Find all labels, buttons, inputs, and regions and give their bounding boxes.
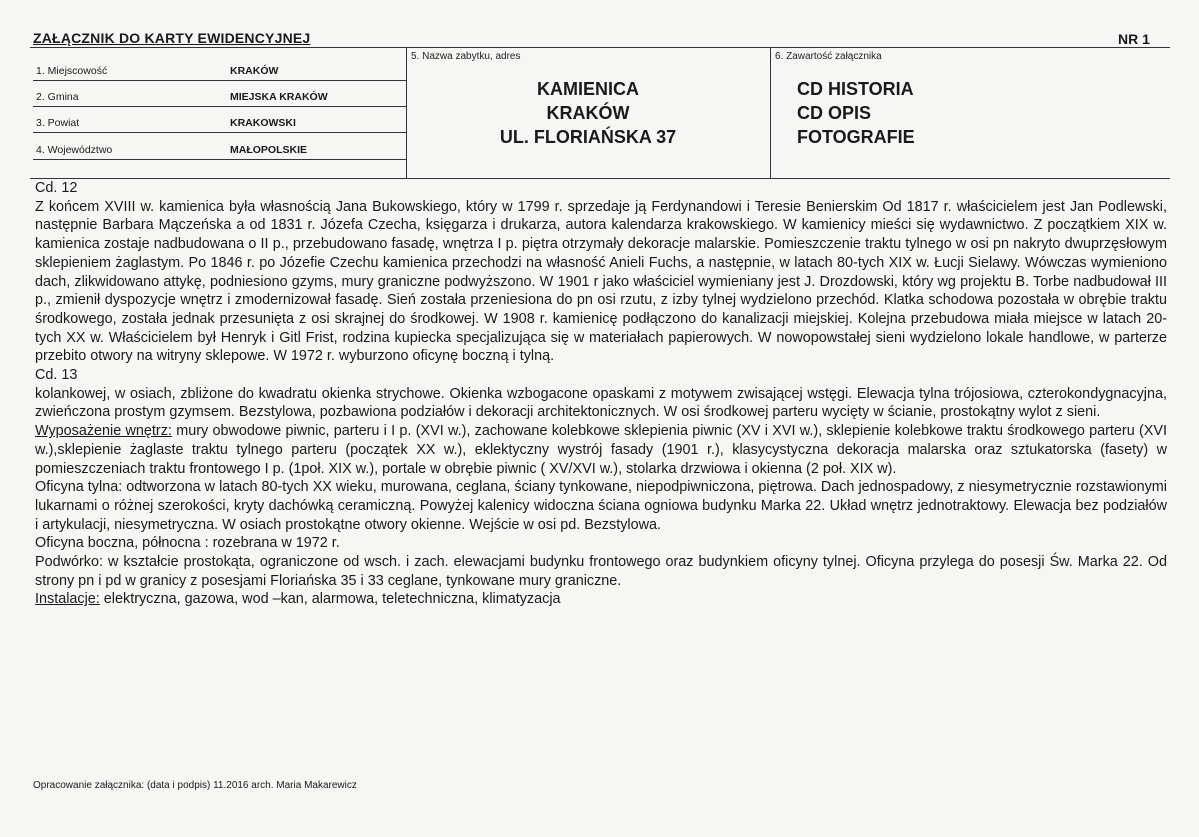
info-label: 4. Województwo (36, 144, 113, 156)
attachment-contents (797, 77, 915, 149)
installations-heading: Instalacje: (35, 591, 100, 608)
paragraph-elevation: kolankowej, w osiach, zbliżone do kwadratu okienka strychowe. Okienka wzbogacone opaskami z motywem zwisającej wstęgi. Elewacja tylna trójosiowa, czterokondygnacyjna, zwieńczona prostym gzymsem. Bezstylowa, pozbawiona podziałów i dekoracji architektonicznych. W osi środkowej parteru wycięty w ścianie, prostokątny wylot z sieni. (35, 385, 1167, 421)
attachment-line: CD OPIS (797, 103, 872, 123)
info-value: MAŁOPOLSKIE (230, 144, 308, 156)
info-row-wojewodztwo (33, 139, 406, 160)
installations-text: elektryczna, gazowa, wod –kan, alarmowa, teletechniczna, klimatyzacja (99, 591, 561, 608)
document-number: NR 1 (1118, 31, 1150, 47)
info-row-miejscowosc (33, 60, 406, 81)
info-label: 1. Miejscowość (36, 65, 108, 77)
paragraph-side-annex: Oficyna boczna, północna : rozebrana w 1972 r. (35, 535, 340, 552)
attachment-line: FOTOGRAFIE (797, 127, 915, 147)
interior-heading: Wyposażenie wnętrz: (35, 423, 172, 440)
paragraph-courtyard: Podwórko: w kształcie prostokąta, ograniczone od wsch. i zach. elewacjami budynku frontowego oraz budynkiem oficyny tylnej. Oficyna przylega do posesji Św. Marka 22. Od strony pn i pd w granicy z posesjami Floriańska 35 i 33 ceglane, tynkowane mury graniczne. (35, 554, 1167, 589)
info-label: 3. Powiat (36, 117, 80, 129)
monument-label: 5. Nazwa zabytku, adres (411, 51, 521, 62)
section-cd12: Cd. 12 (35, 180, 78, 196)
attachment-label: 6. Zawartość załącznika (775, 51, 882, 62)
monument-line: KRAKÓW (546, 103, 630, 123)
document-title: ZAŁĄCZNIK DO KARTY EWIDENCYJNEJ (33, 30, 311, 46)
info-label: 2. Gmina (36, 91, 79, 103)
description-body (35, 179, 1167, 609)
paragraph-interior (35, 422, 1167, 478)
footer-signature: Opracowanie załącznika: (data i podpis) 11.2016 arch. Maria Makarewicz (33, 780, 357, 791)
paragraph-rear-annex: Oficyna tylna: odtworzona w latach 80-tych XX wieku, murowana, ceglana, ściany tynkowane, niepodpiwniczona, piętrowa. Dach jednospadowy, z niesymetrycznie rozstawionymi lukarnami o różnej szerokości, kryty dachówką ceramiczną. Powyżej kalenicy widoczna ściana ogniowa budynku Marka 22. Układ wnętrz jednotraktowy. Elewacja bez podziałów i artykulacji, niesymetryczna. W osiach prostokątne otwory okienne. Wejście w osi pd. Bezstylowa. (35, 479, 1167, 533)
info-row-powiat (33, 112, 406, 133)
info-value: KRAKÓW (230, 65, 279, 77)
attachment-line: CD HISTORIA (797, 79, 914, 99)
info-value: KRAKOWSKI (230, 117, 296, 129)
header-divider (30, 47, 1170, 48)
monument-name (406, 77, 770, 149)
monument-line: KAMIENICA (537, 79, 639, 99)
section-cd13: Cd. 13 (35, 367, 78, 384)
interior-text: mury obwodowe piwnic, parteru i I p. (XVI w.), zachowane kolebkowe sklepienia piwnic (XV i XVI w.), sklepienie kolebkowe traktu środkowego parteru (XVI w.),sklepienie żaglaste traktu tylnego parteru (początek XX w.), eklektyczny wystrój fasady (1901 r.), klasycystyczna dekoracja malarska oraz sztukatorska (fasety) w pomieszczeniach traktu frontowego I p. (1poł. XIX w.), portale w obrębie piwnic ( XV/XVI w.), stolarka drzwiowa i okienna (2 poł. XIX w). (35, 423, 1167, 477)
info-row-gmina (33, 86, 406, 107)
info-value: MIEJSKA KRAKÓW (230, 91, 328, 103)
paragraph-installations (35, 590, 1167, 609)
paragraph-history: Z końcem XVIII w. kamienica była własnością Jana Bukowskiego, który w 1799 r. sprzedaje ją Ferdynandowi i Teresie Benierskim Od 1817 r. właścicielem jest Jan Podlewski, następnie Barbara Mączeńska a od 1831 r. Józefa Czecha, księgarza i drukarza, autora kalendarza krakowskiego. W kamienicy mieści się wydawnictwo. Z początkiem XIX w. kamienica zostaje nadbudowana o II p., przebudowano fasadę, wnętrza I p. piętra otrzymały dekoracje malarskie. Pomieszczenie traktu tylnego w osi pn nakryto dwuprzęsłowym sklepieniem żaglastym. Po 1846 r. po Józefie Czechu kamienica przechodzi na własność Anieli Fuchs, a następnie, w latach 80-tych XIX w. Łucji Sielawy. Wówczas wymieniono dach, zlikwidowano attykę, podniesiono gzyms, mury graniczne podwyższono. W 1901 r jako właściciel wymieniany jest J. Drozdowski, który wg projektu B. Torbe nadbudował III p., zmienił dyspozycje wnętrz i zmodernizował fasadę. Sień została przeniesiona do pn osi rzutu, z izby tylnej wydzielono przechód. Klatka schodowa pozostała w obrębie traktu środkowego, została jednak przesunięta z osi skrajnej do środkowej. W 1908 r. kamienicę podłączono do kanalizacji miejskiej. Kolejna przebudowa miała miejsce w latach 20-tych XX w. Właścicielem był Henryk i Gitl Frist, rodzina kupiecka specjalizująca się w materiałach papierowych. W nowopowstałej sieni wydzielono lokale handlowe, w parterze przebito otwory na witryny sklepowe. W 1972 r. wyburzono oficynę boczną i tylną. (35, 198, 1167, 365)
monument-line: UL. FLORIAŃSKA 37 (499, 127, 677, 147)
column-divider (770, 47, 771, 178)
